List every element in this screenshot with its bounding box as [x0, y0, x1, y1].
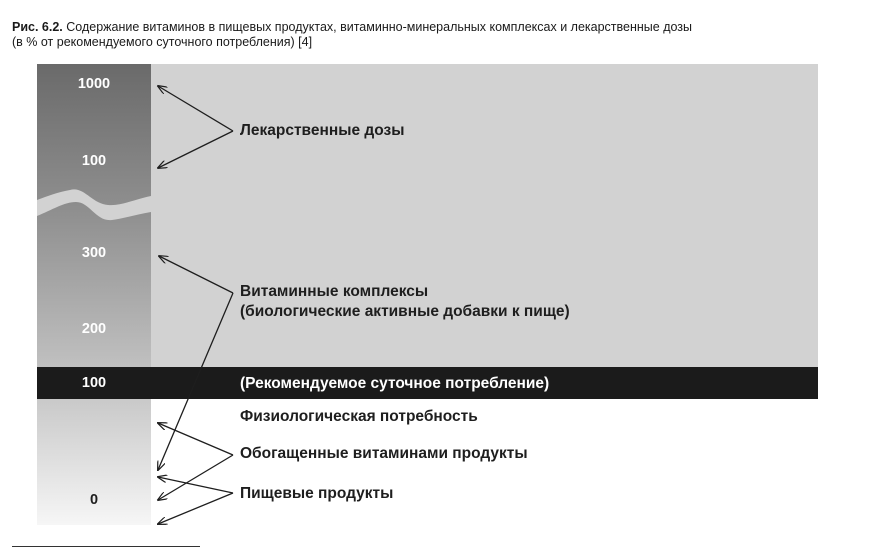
- label-recommended-intake: (Рекомендуемое суточное потребление): [240, 375, 550, 392]
- scale-label-100-band: 100: [81, 375, 107, 391]
- scale-label-0: 0: [89, 492, 99, 508]
- scale-label-1000: 1000: [77, 76, 111, 92]
- scale-bar-middle: [37, 202, 151, 367]
- scale-label-100-upper: 100: [81, 153, 107, 169]
- scale-label-200: 200: [81, 321, 107, 337]
- label-fortified-foods: Обогащенные витаминами продукты: [240, 445, 528, 462]
- arrows-food-products: [158, 477, 233, 524]
- label-vitamin-complexes-subtitle: (биологические активные добавки к пище): [240, 303, 570, 320]
- label-physiological-need: Физиологическая потребность: [240, 408, 478, 425]
- scale-label-300: 300: [81, 245, 107, 261]
- arrows-fortified-foods: [158, 423, 233, 500]
- label-drug-doses: Лекарственные дозы: [240, 122, 405, 139]
- figure-label: Рис. 6.2.: [12, 20, 63, 34]
- caption-text: Содержание витаминов в пищевых продуктах, витаминно-минеральных комплексах и лекарственные дозы: [66, 20, 693, 34]
- footnote-rule: [12, 546, 200, 547]
- label-vitamin-complexes: Витаминные комплексы: [240, 283, 429, 300]
- caption-line-2: (в % от рекомендуемого суточного потребления) [4]: [12, 35, 313, 49]
- label-food-products: Пищевые продукты: [240, 485, 394, 502]
